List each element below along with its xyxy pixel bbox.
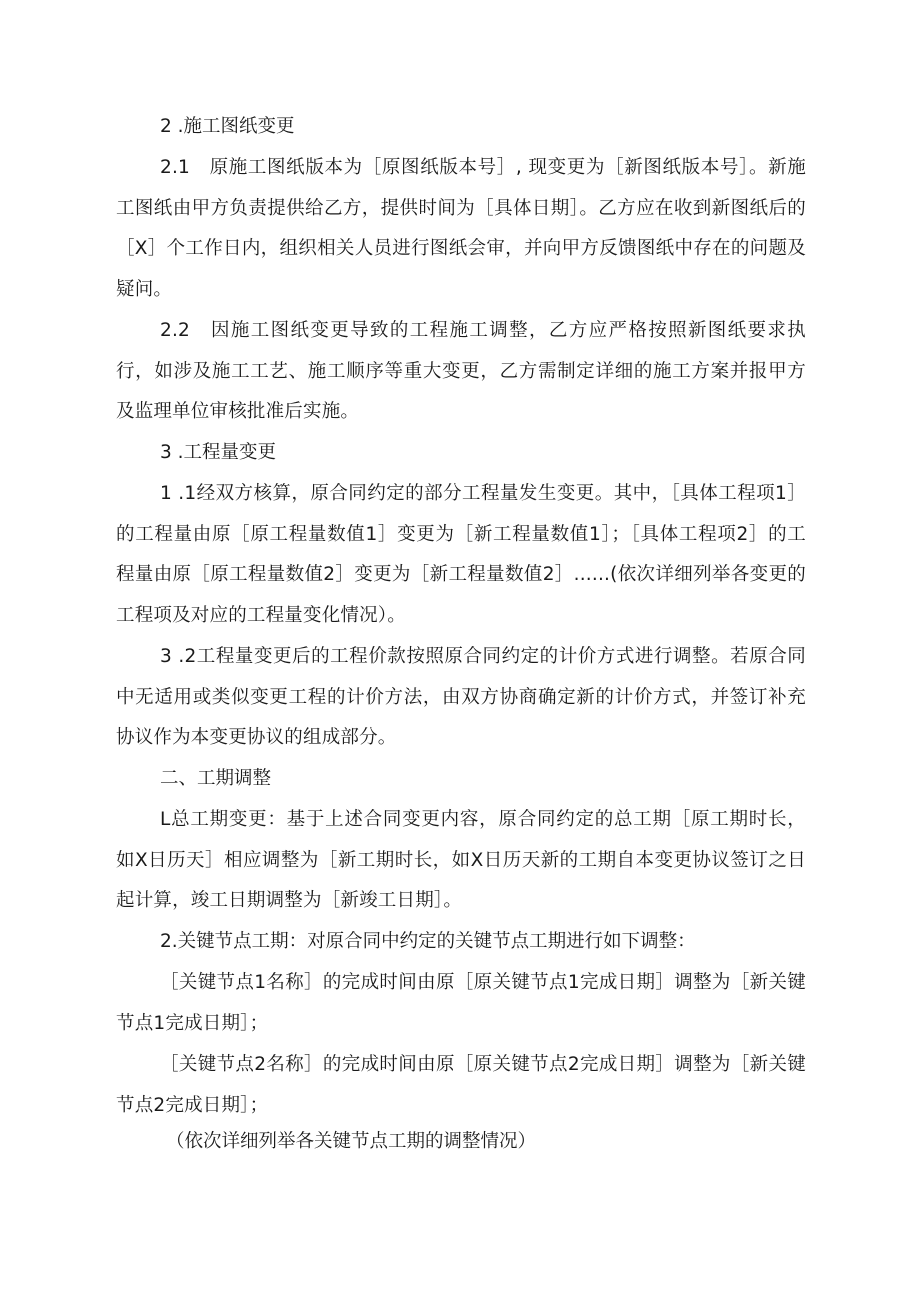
paragraph-key-nodes: 2.关键节点工期：对原合同中约定的关键节点工期进行如下调整： (160, 931, 696, 952)
heading-quantity-change: 3 .工程量变更 (160, 442, 277, 463)
paragraph-more-nodes: （依次详细列举各关键节点工期的调整情况） (166, 1131, 537, 1152)
paragraph-2-2: 2.2 因施工图纸变更导致的工程施工调整，乙方应严格按照新图纸要求执行，如涉及施工工艺、施工顺序等重大变更，乙方需制定详细的施工方案并报甲方及监理单位审核批准后实施。 (116, 320, 806, 422)
paragraph-total-duration: L总工期变更：基于上述合同变更内容，原合同约定的总工期［原工期时长，如X日历天］相应调整为［新工期时长，如X日历天新的工期自本变更协议签订之日起计算，竣工日期调整为［新竣工日期］。 (116, 809, 806, 911)
paragraph-2-1: 2.1 原施工图纸版本为［原图纸版本号］, 现变更为［新图纸版本号］。新施工图纸由甲方负责提供给乙方，提供时间为［具体日期］。乙方应在收到新图纸后的［X］个工作日内，组织相关人员进行图纸会审，并向甲方反馈图纸中存在的问题及疑问。 (116, 157, 806, 300)
paragraph-3-1: 1 .1经双方核算，原合同约定的部分工程量发生变更。其中，［具体工程项1］的工程量由原［原工程量数值1］变更为［新工程量数值1］；［具体工程项2］的工程量由原［原工程量数值2］变更为［新工程量数值2］......(依次详细列举各变更的工程项及对应的工程量变化情况）。 (116, 483, 806, 626)
paragraph-3-2: 3 .2工程量变更后的工程价款按照原合同约定的计价方式进行调整。若原合同中无适用或类似变更工程的计价方法，由双方协商确定新的计价方式，并签订补充协议作为本变更协议的组成部分。 (116, 646, 806, 748)
paragraph-node-2: ［关键节点2名称］的完成时间由原［原关键节点2完成日期］调整为［新关键节点2完成日期］； (116, 1054, 806, 1116)
paragraph-node-1: ［关键节点1名称］的完成时间由原［原关键节点1完成日期］调整为［新关键节点1完成日期］； (116, 972, 806, 1034)
heading-drawing-change: 2 .施工图纸变更 (160, 116, 295, 137)
heading-schedule-adjustment: 二、工期调整 (160, 768, 272, 789)
